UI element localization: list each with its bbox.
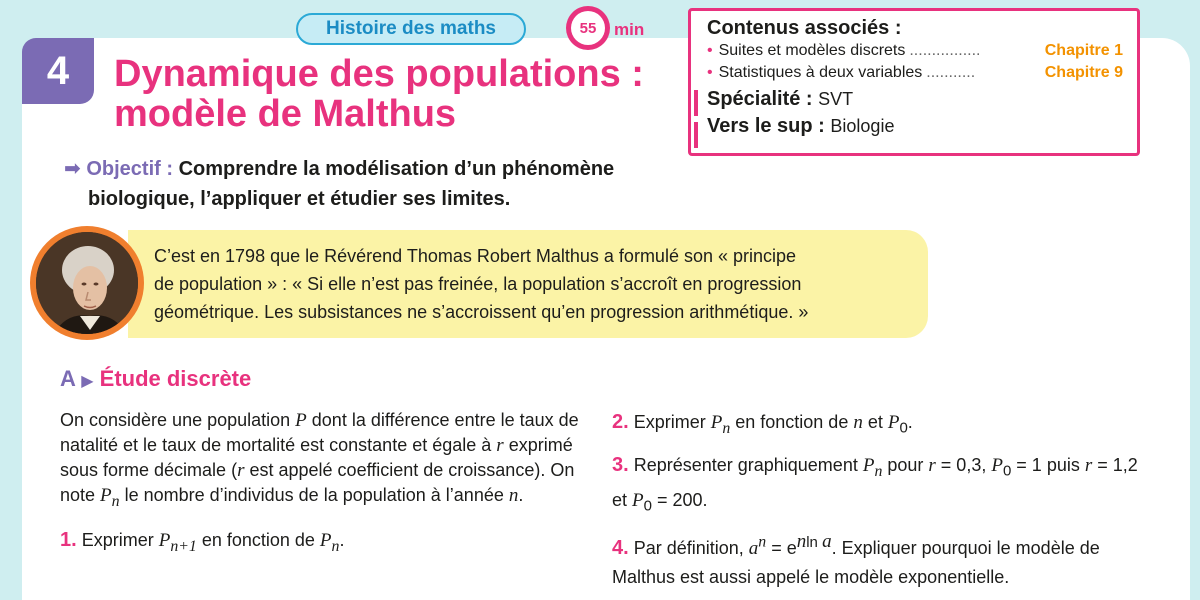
- related-item-chapter[interactable]: Chapitre 1: [1044, 42, 1123, 59]
- objective-text: biologique, l’appliquer et étudier ses limites.: [88, 188, 511, 210]
- divider-bar: [694, 122, 698, 148]
- objective-text: Comprendre la modélisation d’un phénomène: [178, 158, 615, 180]
- bullet-icon: •: [707, 42, 713, 59]
- specialite-label: Spécialité :: [707, 88, 813, 110]
- quote-line: géométrique. Les subsistances ne s’accroissent qu’en progression arithmétique. »: [154, 302, 809, 322]
- objective-line: [64, 154, 704, 184]
- quote-box: [128, 230, 928, 338]
- intro-paragraph: On considère une population P dont la différence entre le taux de natalité et le taux de mortalité est constante et égale à r exprimé sous forme décimale (r est appelé coefficient de croissance). On note $P_n$ le nombre d’individus de la population à l’année n.: [60, 410, 579, 510]
- related-item: [707, 62, 1123, 84]
- quote-line: de population » : « Si elle n’est pas freinée, la population s’accroît en progression: [154, 274, 802, 294]
- timer-unit: min: [614, 20, 645, 39]
- sup-line: [707, 115, 1123, 138]
- objective-block: [64, 154, 704, 214]
- malthus-portrait: [30, 226, 144, 340]
- activity-number-badge: 4: [22, 38, 94, 104]
- intro-column: [60, 408, 588, 559]
- related-item-chapter[interactable]: Chapitre 9: [1044, 64, 1123, 81]
- question-1: 1. Exprimer $P_{n+1}$ en fonction de $P_n$.: [60, 528, 345, 555]
- arrow-right-icon: ➡: [64, 158, 81, 180]
- section-letter: A: [60, 366, 76, 391]
- specialite-line: [707, 88, 1123, 111]
- title-line: Dynamique des populations :: [114, 53, 644, 95]
- related-item-dots: ...........: [926, 64, 976, 81]
- portrait-image: [36, 232, 138, 334]
- related-item: [707, 40, 1123, 62]
- question-3: 3. Représenter graphiquement $P_n$ pour r = 0,3, $P_0 = 1$ puis r = 1,2 et $P_0 = 200$.: [612, 453, 1138, 515]
- timer-icon: [566, 6, 610, 50]
- section-heading: [60, 366, 251, 392]
- sup-label: Vers le sup :: [707, 115, 825, 137]
- objective-label: Objectif :: [86, 158, 173, 180]
- related-item-dots: ................: [909, 42, 981, 59]
- title-line: modèle de Malthus: [114, 93, 457, 135]
- divider-bar: [694, 90, 698, 116]
- related-contents-box: [688, 8, 1140, 156]
- section-title: Étude discrète: [99, 366, 252, 391]
- related-item-label: Suites et modèles discrets: [718, 42, 906, 59]
- triangle-right-icon: ▶: [81, 373, 94, 390]
- specialite-value: SVT: [818, 89, 854, 109]
- related-item-label: Statistiques à deux variables: [718, 64, 923, 81]
- timer-value: 55: [571, 11, 605, 45]
- questions-column: [612, 408, 1152, 591]
- bullet-icon: •: [707, 64, 713, 81]
- history-tag: Histoire des maths: [296, 13, 526, 45]
- quote-line: C’est en 1798 que le Révérend Thomas Robert Malthus a formulé son « principe: [154, 246, 797, 266]
- sup-value: Biologie: [830, 116, 895, 136]
- question-4: 4. Par définition, $a^n = e^{nln a}$. Expliquer pourquoi le modèle de Malthus est aussi appelé le modèle exponentielle.: [612, 531, 1100, 588]
- related-title: Contenus associés :: [707, 17, 902, 39]
- question-2: 2. Exprimer $P_n$ en fonction de n et $P_0$.: [612, 411, 913, 437]
- page-title: [114, 54, 674, 134]
